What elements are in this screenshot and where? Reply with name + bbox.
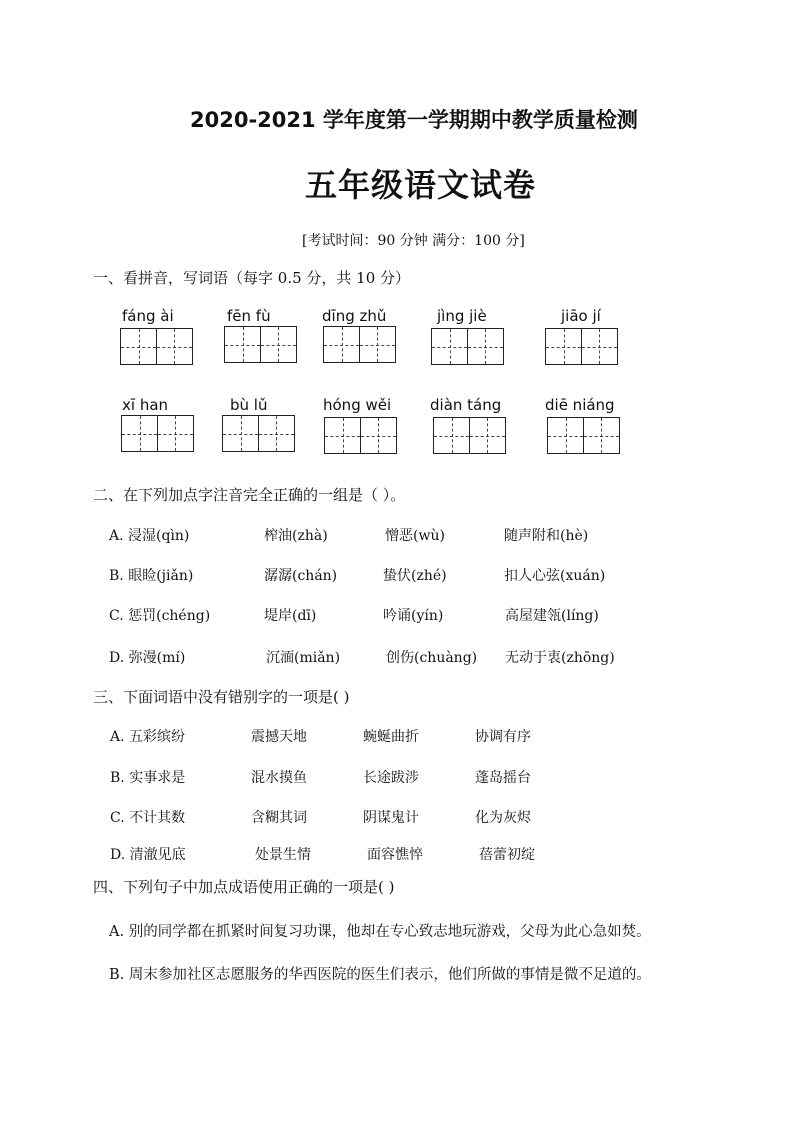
pinyin-label: dīng zhǔ [322,307,387,325]
q3-option-b-1: B. 实事求是 [110,770,186,786]
q3-option-b-4: 蓬岛摇台 [475,770,531,786]
writing-grid[interactable] [545,328,618,365]
q1-prompt: 一、看拼音，写词语（每字 0.5 分，共 10 分） [93,269,411,287]
pinyin-label: fáng ài [122,307,174,325]
pinyin-label: jiāo jí [561,307,601,325]
writing-grid[interactable] [222,415,295,452]
pinyin-label: hóng wěi [323,396,392,414]
exam-subtitle: 2020-2021 学年度第一学期期中教学质量检测 [190,108,638,132]
q4-option-a: A. 别的同学都在抓紧时间复习功课，他却在专心致志地玩游戏，父母为此心急如焚。 [109,924,651,940]
q3-option-b-2: 混水摸鱼 [251,770,307,786]
q2-option-c-2: 堤岸(dī) [264,608,317,624]
writing-grid[interactable] [547,417,620,454]
q2-option-d-1: D. 弥漫(mí) [109,650,186,666]
pinyin-label: bù lǔ [230,396,268,414]
q2-option-a-2: 榨油(zhà) [264,528,328,544]
writing-grid[interactable] [433,417,506,454]
q2-option-d-4: 无动于衷(zhōng) [505,650,615,666]
q2-option-b-3: 蛰伏(zhé) [383,568,447,584]
q2-option-d-3: 创伤(chuàng) [386,650,478,666]
writing-grid[interactable] [120,328,193,365]
q2-option-c-3: 吟诵(yín) [383,608,444,624]
q4-option-b: B. 周末参加社区志愿服务的华西医院的医生们表示，他们所做的事情是微不足道的。 [109,967,651,983]
q3-option-d-4: 蓓蕾初绽 [479,847,535,863]
q3-option-c-2: 含糊其词 [251,810,307,826]
q2-option-c-4: 高屋建瓴(líng) [505,608,599,624]
q2-option-d-2: 沉湎(miǎn) [266,650,341,666]
writing-grid[interactable] [431,328,504,365]
q2-option-b-4: 扣人心弦(xuán) [504,568,606,584]
q2-option-b-1: B. 眼睑(jiǎn) [109,568,194,584]
q3-option-c-3: 阴谋鬼计 [363,810,419,826]
q3-option-d-3: 面容憔悴 [367,847,423,863]
q3-option-d-1: D. 清澈见底 [110,847,186,863]
pinyin-label: jìng jiè [437,307,487,325]
exam-title: 五年级语文试卷 [305,166,537,204]
q3-prompt: 三、下面词语中没有错别字的一项是( ) [93,688,350,706]
pinyin-label: xī han [122,396,169,414]
q3-option-d-2: 处景生情 [255,847,311,863]
q3-option-a-3: 蜿蜒曲折 [363,729,419,745]
pinyin-label: fēn fù [227,307,271,325]
q2-prompt: 二、在下列加点字注音完全正确的一组是（ ）。 [93,486,406,504]
pinyin-label: diē niáng [545,396,615,414]
writing-grid[interactable] [323,326,396,363]
writing-grid[interactable] [121,415,194,452]
q2-option-a-1: A. 浸湿(qìn) [109,528,190,544]
q3-option-c-4: 化为灰烬 [475,810,531,826]
q2-option-a-3: 憎恶(wù) [385,528,445,544]
q2-option-a-4: 随声附和(hè) [504,528,589,544]
q2-option-c-1: C. 惩罚(chéng) [109,608,211,624]
writing-grid[interactable] [324,417,397,454]
q3-option-a-1: A. 五彩缤纷 [110,729,186,745]
exam-info: [考试时间：90 分钟 满分：100 分] [302,233,525,249]
writing-grid[interactable] [224,326,297,363]
q3-option-b-3: 长途跋涉 [363,770,419,786]
q2-option-b-2: 潺潺(chán) [264,568,338,584]
q3-option-a-4: 协调有序 [475,729,531,745]
pinyin-label: diàn táng [430,396,502,414]
q4-prompt: 四、下列句子中加点成语使用正确的一项是( ) [93,878,395,896]
q3-option-a-2: 震撼天地 [251,729,307,745]
q3-option-c-1: C. 不计其数 [110,810,186,826]
